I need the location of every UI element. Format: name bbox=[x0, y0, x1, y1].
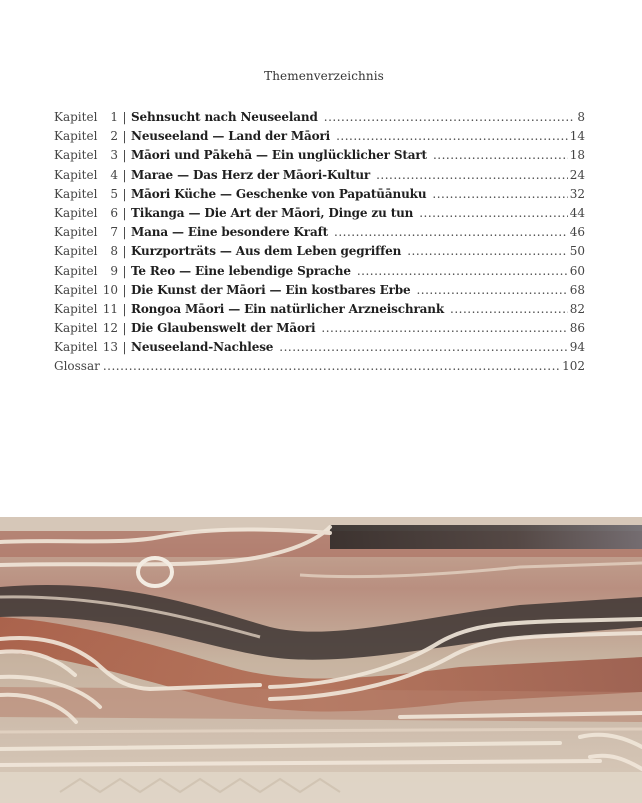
separator: | bbox=[122, 186, 127, 201]
glossary-page-number: 102 bbox=[562, 359, 585, 374]
dot-leader bbox=[419, 204, 567, 223]
separator: | bbox=[122, 263, 127, 278]
chapter-number: 6 bbox=[110, 205, 118, 220]
chapter-title: Tikanga — Die Art der Māori, Dinge zu tun bbox=[131, 205, 414, 220]
toc-entry-13[interactable] bbox=[54, 338, 585, 357]
dot-leader bbox=[324, 108, 576, 127]
chapter-number: 8 bbox=[110, 244, 118, 259]
chapter-prefix: Kapitel bbox=[54, 225, 98, 240]
chapter-page-number: 46 bbox=[569, 225, 585, 240]
toc-entry-1[interactable] bbox=[54, 108, 585, 127]
chapter-number: 7 bbox=[110, 225, 118, 240]
chapter-prefix: Kapitel bbox=[54, 129, 98, 144]
chapter-page-number: 50 bbox=[569, 244, 585, 259]
toc-glossary-row[interactable] bbox=[54, 357, 585, 376]
chapter-prefix: Kapitel bbox=[54, 148, 98, 163]
chapter-number: 13 bbox=[102, 340, 118, 355]
chapter-prefix: Kapitel bbox=[54, 340, 98, 355]
toc-entry-3[interactable] bbox=[54, 146, 585, 165]
separator: | bbox=[122, 244, 127, 259]
dot-leader bbox=[407, 242, 568, 261]
dot-leader bbox=[357, 262, 568, 281]
chapter-number: 1 bbox=[110, 110, 118, 124]
dot-leader bbox=[376, 166, 568, 185]
chapter-number: 9 bbox=[110, 263, 118, 278]
chapter-title: Marae — Das Herz der Māori-Kultur bbox=[131, 167, 371, 182]
chapter-title: Neuseeland-Nachlese bbox=[131, 340, 274, 355]
toc-entry-8[interactable] bbox=[54, 242, 585, 261]
chapter-number: 12 bbox=[102, 321, 118, 336]
dot-leader bbox=[321, 319, 567, 338]
chapter-page-number: 82 bbox=[569, 301, 585, 316]
chapter-page-number: 14 bbox=[569, 129, 585, 144]
chapter-prefix: Kapitel bbox=[54, 110, 98, 124]
toc-entry-9[interactable] bbox=[54, 262, 585, 281]
dot-leader bbox=[334, 223, 568, 242]
dot-leader bbox=[450, 300, 568, 319]
table-of-contents bbox=[54, 108, 585, 377]
chapter-prefix: Kapitel bbox=[54, 282, 98, 297]
toc-entry-11[interactable] bbox=[54, 300, 585, 319]
chapter-title: Neuseeland — Land der Māori bbox=[131, 129, 331, 144]
chapter-title: Rongoa Māori — Ein natürlicher Arzneischrank bbox=[131, 301, 445, 316]
separator: | bbox=[122, 340, 127, 355]
separator: | bbox=[122, 167, 127, 182]
chapter-page-number: 32 bbox=[569, 186, 585, 201]
chapter-title: Die Kunst der Māori — Ein kostbares Erbe bbox=[131, 282, 411, 297]
toc-entry-12[interactable] bbox=[54, 319, 585, 338]
chapter-number: 11 bbox=[102, 301, 118, 316]
dot-leader bbox=[279, 338, 567, 357]
chapter-prefix: Kapitel bbox=[54, 321, 98, 336]
separator: | bbox=[122, 110, 127, 124]
toc-entry-10[interactable] bbox=[54, 281, 585, 300]
chapter-page-number: 18 bbox=[569, 148, 585, 163]
dot-leader bbox=[416, 281, 567, 300]
toc-entry-2[interactable] bbox=[54, 127, 585, 146]
chapter-page-number: 86 bbox=[569, 321, 585, 336]
chapter-prefix: Kapitel bbox=[54, 205, 98, 220]
chapter-number: 5 bbox=[110, 186, 118, 201]
toc-entry-4[interactable] bbox=[54, 166, 585, 185]
chapter-number: 2 bbox=[110, 129, 118, 144]
chapter-page-number: 68 bbox=[569, 282, 585, 297]
chapter-page-number: 60 bbox=[569, 263, 585, 278]
chapter-prefix: Kapitel bbox=[54, 263, 98, 278]
toc-entry-7[interactable] bbox=[54, 223, 585, 242]
chapter-title: Māori Küche — Geschenke von Papatūānuku bbox=[131, 186, 427, 201]
chapter-title: Te Reo — Eine lebendige Sprache bbox=[131, 263, 351, 278]
chapter-page-number: 44 bbox=[569, 205, 585, 220]
chapter-number: 3 bbox=[110, 148, 118, 163]
dot-leader bbox=[103, 357, 560, 376]
dot-leader bbox=[433, 146, 568, 165]
chapter-title: Mana — Eine besondere Kraft bbox=[131, 225, 329, 240]
separator: | bbox=[122, 282, 127, 297]
maori-pattern-painting bbox=[0, 517, 642, 803]
toc-entry-6[interactable] bbox=[54, 204, 585, 223]
chapter-prefix: Kapitel bbox=[54, 301, 98, 316]
chapter-page-number: 24 bbox=[569, 167, 585, 182]
dot-leader bbox=[336, 127, 568, 146]
chapter-prefix: Kapitel bbox=[54, 167, 98, 182]
separator: | bbox=[122, 148, 127, 163]
chapter-page-number: 8 bbox=[577, 110, 585, 124]
chapter-title: Kurzporträts — Aus dem Leben gegriffen bbox=[131, 244, 402, 259]
dot-leader bbox=[432, 185, 567, 204]
chapter-page-number: 94 bbox=[569, 340, 585, 355]
chapter-number: 4 bbox=[110, 167, 118, 182]
glossary-label: Glossar bbox=[54, 359, 100, 374]
separator: | bbox=[122, 205, 127, 220]
chapter-title: Die Glaubenswelt der Māori bbox=[131, 321, 316, 336]
page-title: Themenverzeichnis bbox=[264, 69, 384, 83]
toc-entry-5[interactable] bbox=[54, 185, 585, 204]
chapter-prefix: Kapitel bbox=[54, 186, 98, 201]
chapter-title: Māori und Pākehā — Ein unglücklicher Start bbox=[131, 148, 427, 163]
separator: | bbox=[122, 321, 127, 336]
separator: | bbox=[122, 301, 127, 316]
chapter-number: 10 bbox=[102, 282, 118, 297]
separator: | bbox=[122, 225, 127, 240]
chapter-prefix: Kapitel bbox=[54, 244, 98, 259]
chapter-title: Sehnsucht nach Neuseeland bbox=[131, 110, 318, 124]
separator: | bbox=[122, 129, 127, 144]
